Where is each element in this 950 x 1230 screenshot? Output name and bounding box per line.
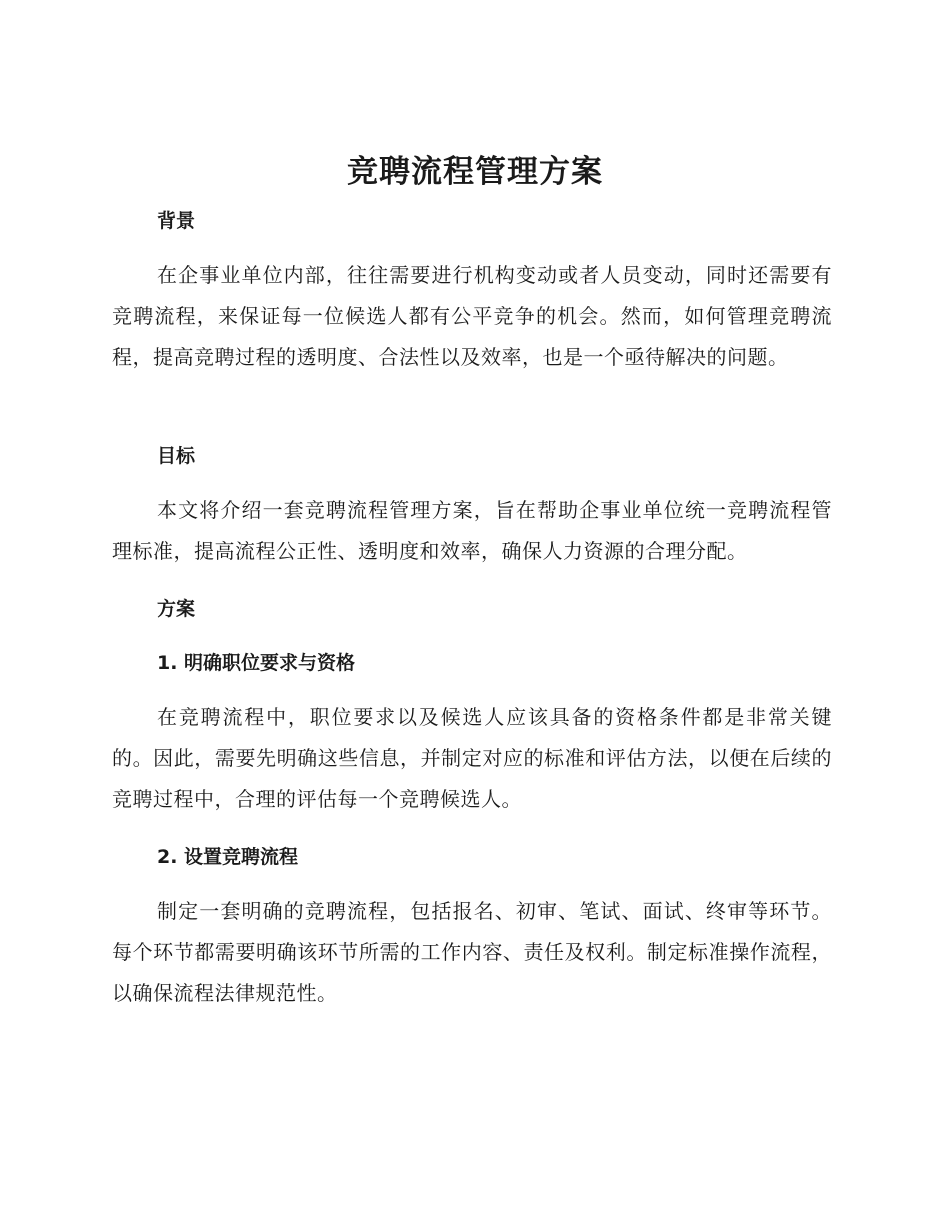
section-heading-plan: 方案 (157, 598, 196, 620)
paragraph-goal: 本文将介绍一套竞聘流程管理方案，旨在帮助企事业单位统一竞聘流程管理标准，提高流程公正性、透明度和效率，确保人力资源的合理分配。 (112, 498, 832, 563)
paragraph-process: 制定一套明确的竞聘流程，包括报名、初审、笔试、面试、终审等环节。每个环节都需要明确该环节所需的工作内容、责任及权利。制定标准操作流程，以确保流程法律规范性。 (112, 899, 832, 1005)
subheading-requirements: 1. 明确职位要求与资格 (157, 652, 356, 674)
paragraph-background: 在企事业单位内部，往往需要进行机构变动或者人员变动，同时还需要有竞聘流程，来保证每一位候选人都有公平竞争的机会。然而，如何管理竞聘流程，提高竞聘过程的透明度、合法性以及效率，也是一个亟待解决的问题。 (112, 263, 832, 369)
paragraph-requirements: 在竞聘流程中，职位要求以及候选人应该具备的资格条件都是非常关键的。因此，需要先明确这些信息，并制定对应的标准和评估方法，以便在后续的竞聘过程中，合理的评估每一个竞聘候选人。 (112, 705, 832, 811)
document-title: 竞聘流程管理方案 (347, 154, 603, 190)
section-heading-goal: 目标 (157, 445, 196, 467)
subheading-process: 2. 设置竞聘流程 (157, 846, 299, 868)
section-heading-background: 背景 (157, 210, 196, 232)
